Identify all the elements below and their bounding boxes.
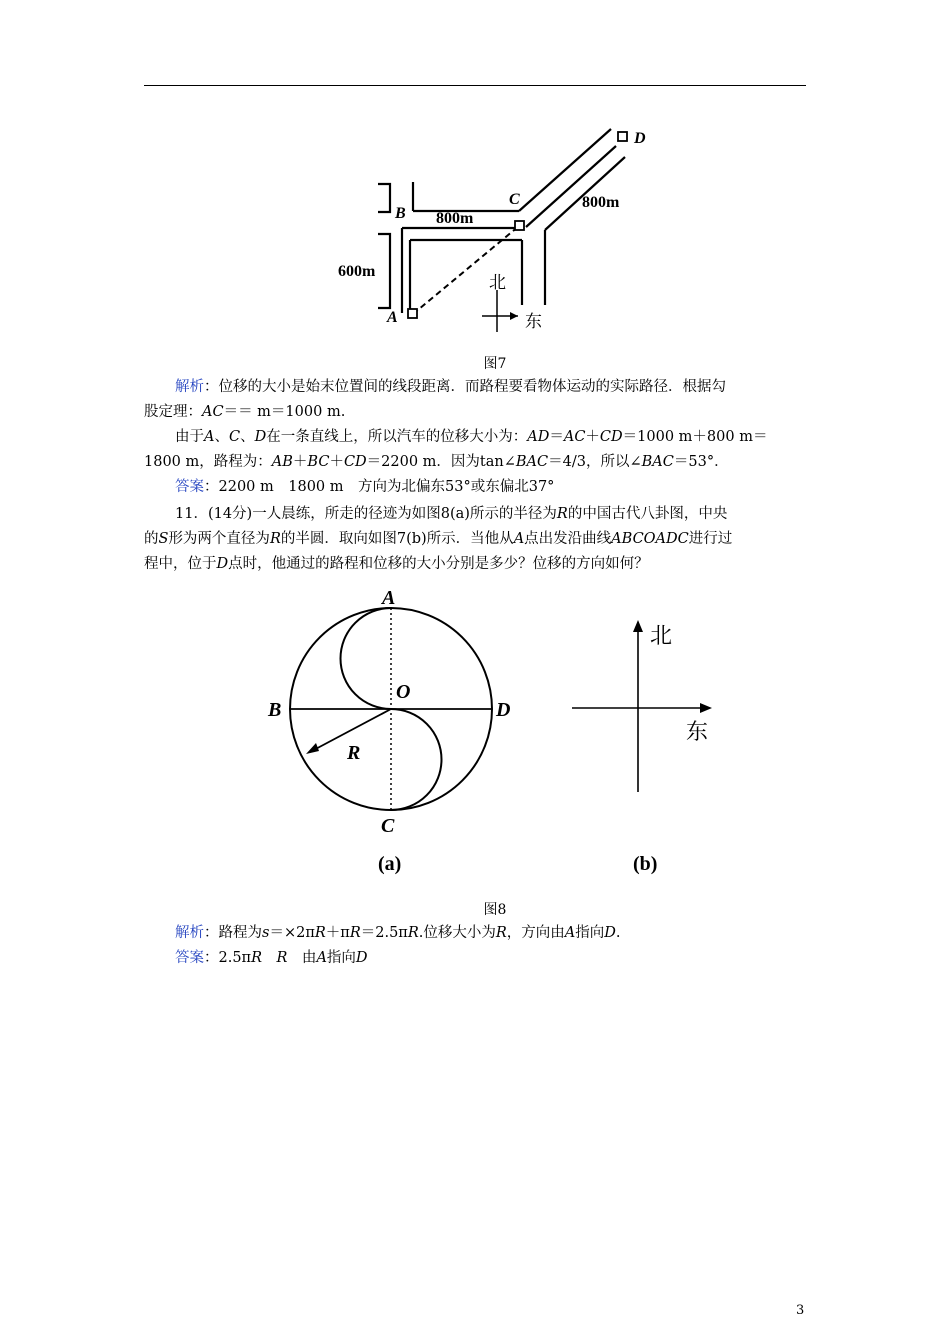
upper-s-semicircle (341, 608, 392, 709)
subfigure-a-label: (a) (378, 853, 402, 875)
subfigure-b-label: (b) (633, 853, 658, 875)
label-d: D (634, 130, 646, 147)
question-11 (144, 502, 808, 577)
figure-8-bagua-diagram (260, 580, 720, 880)
figure-7-route-diagram (338, 120, 646, 340)
solution-1-line-1: 解析：位移的大小是始末位置间的线段距离．而路程要看物体运动的实际路径．根据勾 (175, 379, 726, 395)
figure-8-caption: 图8 (483, 902, 507, 918)
solution-1-line-3: 由于A、C、D在一条直线上，所以汽车的位移大小为：AD＝AC＋CD＝1000 m＋800 m＝ (175, 429, 768, 445)
point-a-marker (408, 309, 417, 318)
label-b: B (268, 699, 282, 721)
compass-b-north-label: 北 (650, 623, 673, 648)
answer-label: 答案 (175, 479, 204, 495)
question-11-line-1: 11．(14分)一人晨练，所走的径迹为如图8(a)所示的半径为R的中国古代八卦图，中央 (175, 506, 728, 522)
solution-2-line-1: 解析：路程为s＝×2πR＋πR＝2.5πR.位移大小为R，方向由A指向D. (175, 925, 621, 941)
question-11-line-2: 的S形为两个直径为R的半圆．取向如图7(b)所示．当他从A点出发沿曲线ABCOADC进行过 (144, 531, 733, 547)
label-north: 北 (489, 273, 506, 292)
solution-1-line-2: 股定理：AC＝＝ m＝1000 m. (144, 404, 346, 420)
compass-b-east-arrow (700, 703, 712, 713)
solution-1-answer: 答案：2200 m 1800 m 方向为北偏东53°或东偏北37° (175, 479, 555, 495)
label-800m-cd: 800m (582, 194, 620, 211)
solution-2-answer: 答案：2.5πR R 由A指向D (175, 950, 368, 966)
label-b: B (395, 205, 406, 222)
lower-s-semicircle (391, 709, 442, 810)
label-r: R (347, 742, 361, 764)
analysis-label: 解析 (175, 379, 204, 395)
label-east: 东 (525, 312, 542, 331)
label-c: C (381, 815, 395, 837)
solution-2 (144, 921, 808, 971)
compass-b-north-arrow (633, 620, 643, 632)
solution-1 (144, 375, 808, 500)
header-rule (144, 85, 806, 86)
label-o: O (396, 681, 411, 703)
label-600m: 600m (338, 263, 376, 280)
compass-b-east-label: 东 (686, 719, 709, 744)
label-a: A (382, 587, 396, 609)
solution-1-line-4: 1800 m，路程为：AB＋BC＋CD＝2200 m．因为tan∠BAC＝4/3，所以∠BAC＝53°． (144, 454, 729, 470)
label-c: C (509, 191, 520, 208)
point-c-marker (515, 221, 524, 230)
label-d: D (496, 699, 511, 721)
radius-arrow (306, 743, 319, 754)
point-d-marker (618, 132, 627, 141)
compass-east-arrow (510, 312, 518, 320)
answer-label: 答案 (175, 950, 204, 966)
label-800m-bc: 800m (436, 210, 474, 227)
question-11-line-3: 程中，位于D点时，他通过的路程和位移的大小分别是多少？位移的方向如何？ (144, 556, 649, 572)
analysis-label: 解析 (175, 925, 204, 941)
figure-7-caption: 图7 (483, 356, 507, 372)
label-a: A (387, 309, 398, 326)
page-number: 3 (796, 1303, 805, 1318)
